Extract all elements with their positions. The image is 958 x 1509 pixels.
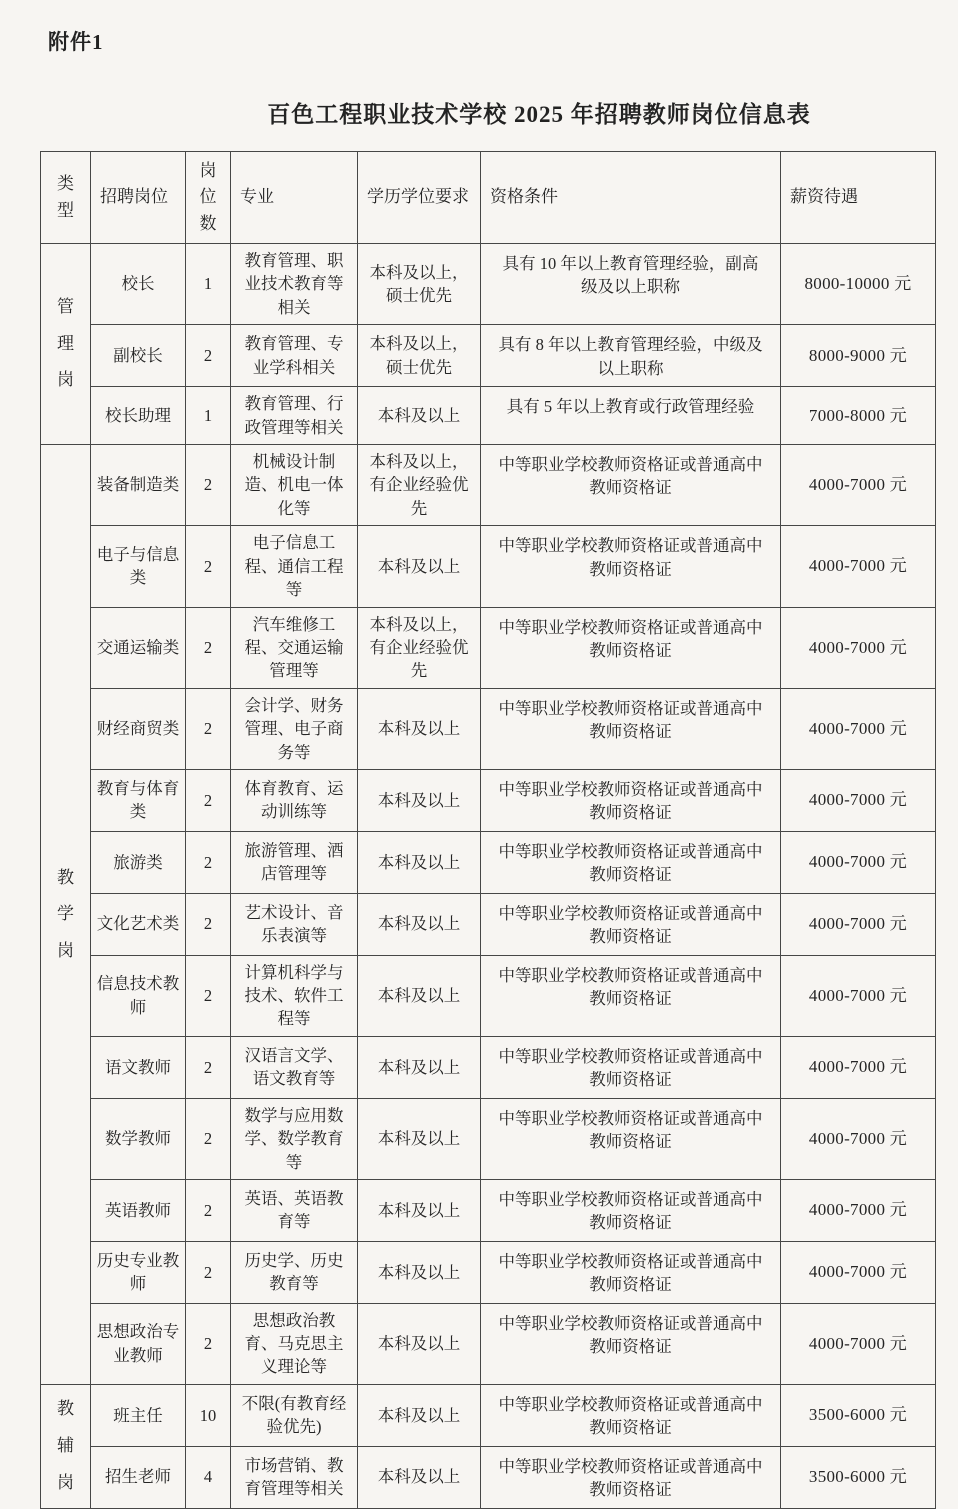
column-header-major: 专业 xyxy=(231,152,358,244)
cell-salary: 4000-7000 元 xyxy=(781,770,936,832)
cell-count: 2 xyxy=(186,1179,231,1241)
cell-degree: 本科及以上 xyxy=(358,1384,481,1446)
column-header-count xyxy=(186,152,231,244)
table-row xyxy=(41,1179,936,1241)
cell-salary: 4000-7000 元 xyxy=(781,1179,936,1241)
table-row xyxy=(41,325,936,387)
cell-qualification: 中等职业学校教师资格证或普通高中教师资格证 xyxy=(481,893,781,955)
cell-count: 2 xyxy=(186,607,231,688)
cell-qualification: 中等职业学校教师资格证或普通高中教师资格证 xyxy=(481,607,781,688)
table-row xyxy=(41,1446,936,1508)
cell-position: 英语教师 xyxy=(91,1179,186,1241)
cell-degree: 本科及以上 xyxy=(358,688,481,769)
cell-major: 会计学、财务管理、电子商务等 xyxy=(231,688,358,769)
cell-qualification: 中等职业学校教师资格证或普通高中教师资格证 xyxy=(481,1179,781,1241)
cell-count: 2 xyxy=(186,893,231,955)
cell-salary: 3500-6000 元 xyxy=(781,1384,936,1446)
cell-degree: 本科及以上 xyxy=(358,955,481,1036)
table-row xyxy=(41,526,936,607)
cell-position: 电子与信息类 xyxy=(91,526,186,607)
cell-position: 语文教师 xyxy=(91,1036,186,1098)
column-header-type xyxy=(41,152,91,244)
cell-position: 文化艺术类 xyxy=(91,893,186,955)
cell-qualification: 中等职业学校教师资格证或普通高中教师资格证 xyxy=(481,831,781,893)
group-label: 教辅岗 xyxy=(57,1399,74,1492)
cell-qualification: 具有 10 年以上教育管理经验，副高级及以上职称 xyxy=(481,244,781,325)
cell-salary: 4000-7000 元 xyxy=(781,1241,936,1303)
cell-degree: 本科及以上 xyxy=(358,770,481,832)
cell-qualification: 中等职业学校教师资格证或普通高中教师资格证 xyxy=(481,770,781,832)
cell-position: 思想政治专业教师 xyxy=(91,1303,186,1384)
cell-major: 教育管理、专业学科相关 xyxy=(231,325,358,387)
column-header-count-label: 岗位数 xyxy=(199,161,217,233)
table-row xyxy=(41,607,936,688)
cell-count: 2 xyxy=(186,955,231,1036)
cell-position: 校长 xyxy=(91,244,186,325)
cell-count: 2 xyxy=(186,1098,231,1179)
cell-major: 英语、英语教育等 xyxy=(231,1179,358,1241)
cell-salary: 4000-7000 元 xyxy=(781,688,936,769)
cell-qualification: 中等职业学校教师资格证或普通高中教师资格证 xyxy=(481,1303,781,1384)
table-row xyxy=(41,1384,936,1446)
cell-qualification: 中等职业学校教师资格证或普通高中教师资格证 xyxy=(481,688,781,769)
table-row xyxy=(41,770,936,832)
cell-position: 招生老师 xyxy=(91,1446,186,1508)
cell-qualification: 中等职业学校教师资格证或普通高中教师资格证 xyxy=(481,1098,781,1179)
cell-degree: 本科及以上 xyxy=(358,526,481,607)
cell-position: 数学教师 xyxy=(91,1098,186,1179)
cell-position: 教育与体育类 xyxy=(91,770,186,832)
cell-salary: 3500-6000 元 xyxy=(781,1446,936,1508)
cell-salary: 4000-7000 元 xyxy=(781,526,936,607)
cell-salary: 4000-7000 元 xyxy=(781,831,936,893)
cell-major: 教育管理、职业技术教育等相关 xyxy=(231,244,358,325)
cell-salary: 4000-7000 元 xyxy=(781,1036,936,1098)
table-row xyxy=(41,1036,936,1098)
cell-salary: 4000-7000 元 xyxy=(781,1303,936,1384)
cell-major: 汽车维修工程、交通运输管理等 xyxy=(231,607,358,688)
cell-qualification: 中等职业学校教师资格证或普通高中教师资格证 xyxy=(481,1241,781,1303)
cell-degree: 本科及以上，硕士优先 xyxy=(358,325,481,387)
table-header-row xyxy=(41,152,936,244)
cell-count: 2 xyxy=(186,526,231,607)
column-header-position: 招聘岗位 xyxy=(91,152,186,244)
row-group-cell xyxy=(41,1384,91,1508)
table-row xyxy=(41,688,936,769)
row-group-cell xyxy=(41,244,91,445)
page-title: 百色工程职业技术学校 2025 年招聘教师岗位信息表 xyxy=(267,102,811,127)
table-row xyxy=(41,244,936,325)
row-group-cell xyxy=(41,444,91,1384)
cell-count: 2 xyxy=(186,325,231,387)
cell-position: 历史专业教师 xyxy=(91,1241,186,1303)
attachment-label: 附件1 xyxy=(48,30,104,54)
table-row xyxy=(41,1241,936,1303)
recruitment-table-body xyxy=(41,244,936,1509)
cell-count: 2 xyxy=(186,770,231,832)
cell-salary: 4000-7000 元 xyxy=(781,607,936,688)
cell-count: 10 xyxy=(186,1384,231,1446)
cell-position: 财经商贸类 xyxy=(91,688,186,769)
cell-degree: 本科及以上 xyxy=(358,1179,481,1241)
cell-degree: 本科及以上 xyxy=(358,893,481,955)
cell-major: 旅游管理、酒店管理等 xyxy=(231,831,358,893)
cell-major: 体育教育、运动训练等 xyxy=(231,770,358,832)
recruitment-table xyxy=(40,151,936,1509)
cell-salary: 8000-9000 元 xyxy=(781,325,936,387)
cell-count: 1 xyxy=(186,387,231,445)
column-header-salary: 薪资待遇 xyxy=(781,152,936,244)
cell-major: 机械设计制造、机电一体化等 xyxy=(231,444,358,525)
cell-degree: 本科及以上 xyxy=(358,1098,481,1179)
cell-count: 2 xyxy=(186,831,231,893)
cell-degree: 本科及以上 xyxy=(358,1303,481,1384)
cell-degree: 本科及以上，硕士优先 xyxy=(358,244,481,325)
cell-count: 2 xyxy=(186,1303,231,1384)
cell-count: 2 xyxy=(186,1241,231,1303)
table-row xyxy=(41,831,936,893)
cell-major: 数学与应用数学、数学教育等 xyxy=(231,1098,358,1179)
cell-salary: 4000-7000 元 xyxy=(781,444,936,525)
cell-count: 2 xyxy=(186,1036,231,1098)
table-row xyxy=(41,387,936,445)
cell-count: 1 xyxy=(186,244,231,325)
cell-qualification: 中等职业学校教师资格证或普通高中教师资格证 xyxy=(481,1384,781,1446)
cell-position: 旅游类 xyxy=(91,831,186,893)
cell-position: 班主任 xyxy=(91,1384,186,1446)
column-header-qualification: 资格条件 xyxy=(481,152,781,244)
cell-qualification: 中等职业学校教师资格证或普通高中教师资格证 xyxy=(481,444,781,525)
cell-major: 教育管理、行政管理等相关 xyxy=(231,387,358,445)
table-row xyxy=(41,1303,936,1384)
cell-qualification: 中等职业学校教师资格证或普通高中教师资格证 xyxy=(481,1446,781,1508)
cell-degree: 本科及以上，有企业经验优先 xyxy=(358,607,481,688)
cell-salary: 4000-7000 元 xyxy=(781,893,936,955)
cell-major: 电子信息工程、通信工程等 xyxy=(231,526,358,607)
cell-major: 汉语言文学、语文教育等 xyxy=(231,1036,358,1098)
cell-qualification: 具有 8 年以上教育管理经验，中级及以上职称 xyxy=(481,325,781,387)
group-label: 教学岗 xyxy=(57,867,74,960)
cell-major: 市场营销、教育管理等相关 xyxy=(231,1446,358,1508)
cell-salary: 7000-8000 元 xyxy=(781,387,936,445)
cell-major: 艺术设计、音乐表演等 xyxy=(231,893,358,955)
cell-qualification: 具有 5 年以上教育或行政管理经验 xyxy=(481,387,781,445)
cell-position: 副校长 xyxy=(91,325,186,387)
table-row xyxy=(41,1098,936,1179)
cell-major: 历史学、历史教育等 xyxy=(231,1241,358,1303)
cell-salary: 4000-7000 元 xyxy=(781,1098,936,1179)
cell-count: 2 xyxy=(186,688,231,769)
cell-position: 校长助理 xyxy=(91,387,186,445)
cell-position: 交通运输类 xyxy=(91,607,186,688)
cell-major: 不限(有教育经验优先) xyxy=(231,1384,358,1446)
cell-count: 4 xyxy=(186,1446,231,1508)
cell-degree: 本科及以上 xyxy=(358,387,481,445)
cell-degree: 本科及以上 xyxy=(358,831,481,893)
cell-qualification: 中等职业学校教师资格证或普通高中教师资格证 xyxy=(481,955,781,1036)
cell-degree: 本科及以上 xyxy=(358,1241,481,1303)
table-row xyxy=(41,444,936,525)
column-header-degree: 学历学位要求 xyxy=(358,152,481,244)
cell-position: 装备制造类 xyxy=(91,444,186,525)
cell-salary: 4000-7000 元 xyxy=(781,955,936,1036)
cell-qualification: 中等职业学校教师资格证或普通高中教师资格证 xyxy=(481,526,781,607)
cell-degree: 本科及以上，有企业经验优先 xyxy=(358,444,481,525)
table-row xyxy=(41,893,936,955)
cell-position: 信息技术教师 xyxy=(91,955,186,1036)
table-row xyxy=(41,955,936,1036)
cell-degree: 本科及以上 xyxy=(358,1446,481,1508)
cell-qualification: 中等职业学校教师资格证或普通高中教师资格证 xyxy=(481,1036,781,1098)
group-label: 管理岗 xyxy=(57,297,74,390)
cell-major: 思想政治教育、马克思主义理论等 xyxy=(231,1303,358,1384)
cell-degree: 本科及以上 xyxy=(358,1036,481,1098)
cell-salary: 8000-10000 元 xyxy=(781,244,936,325)
cell-count: 2 xyxy=(186,444,231,525)
column-header-type-label: 类型 xyxy=(57,174,74,220)
cell-major: 计算机科学与技术、软件工程等 xyxy=(231,955,358,1036)
